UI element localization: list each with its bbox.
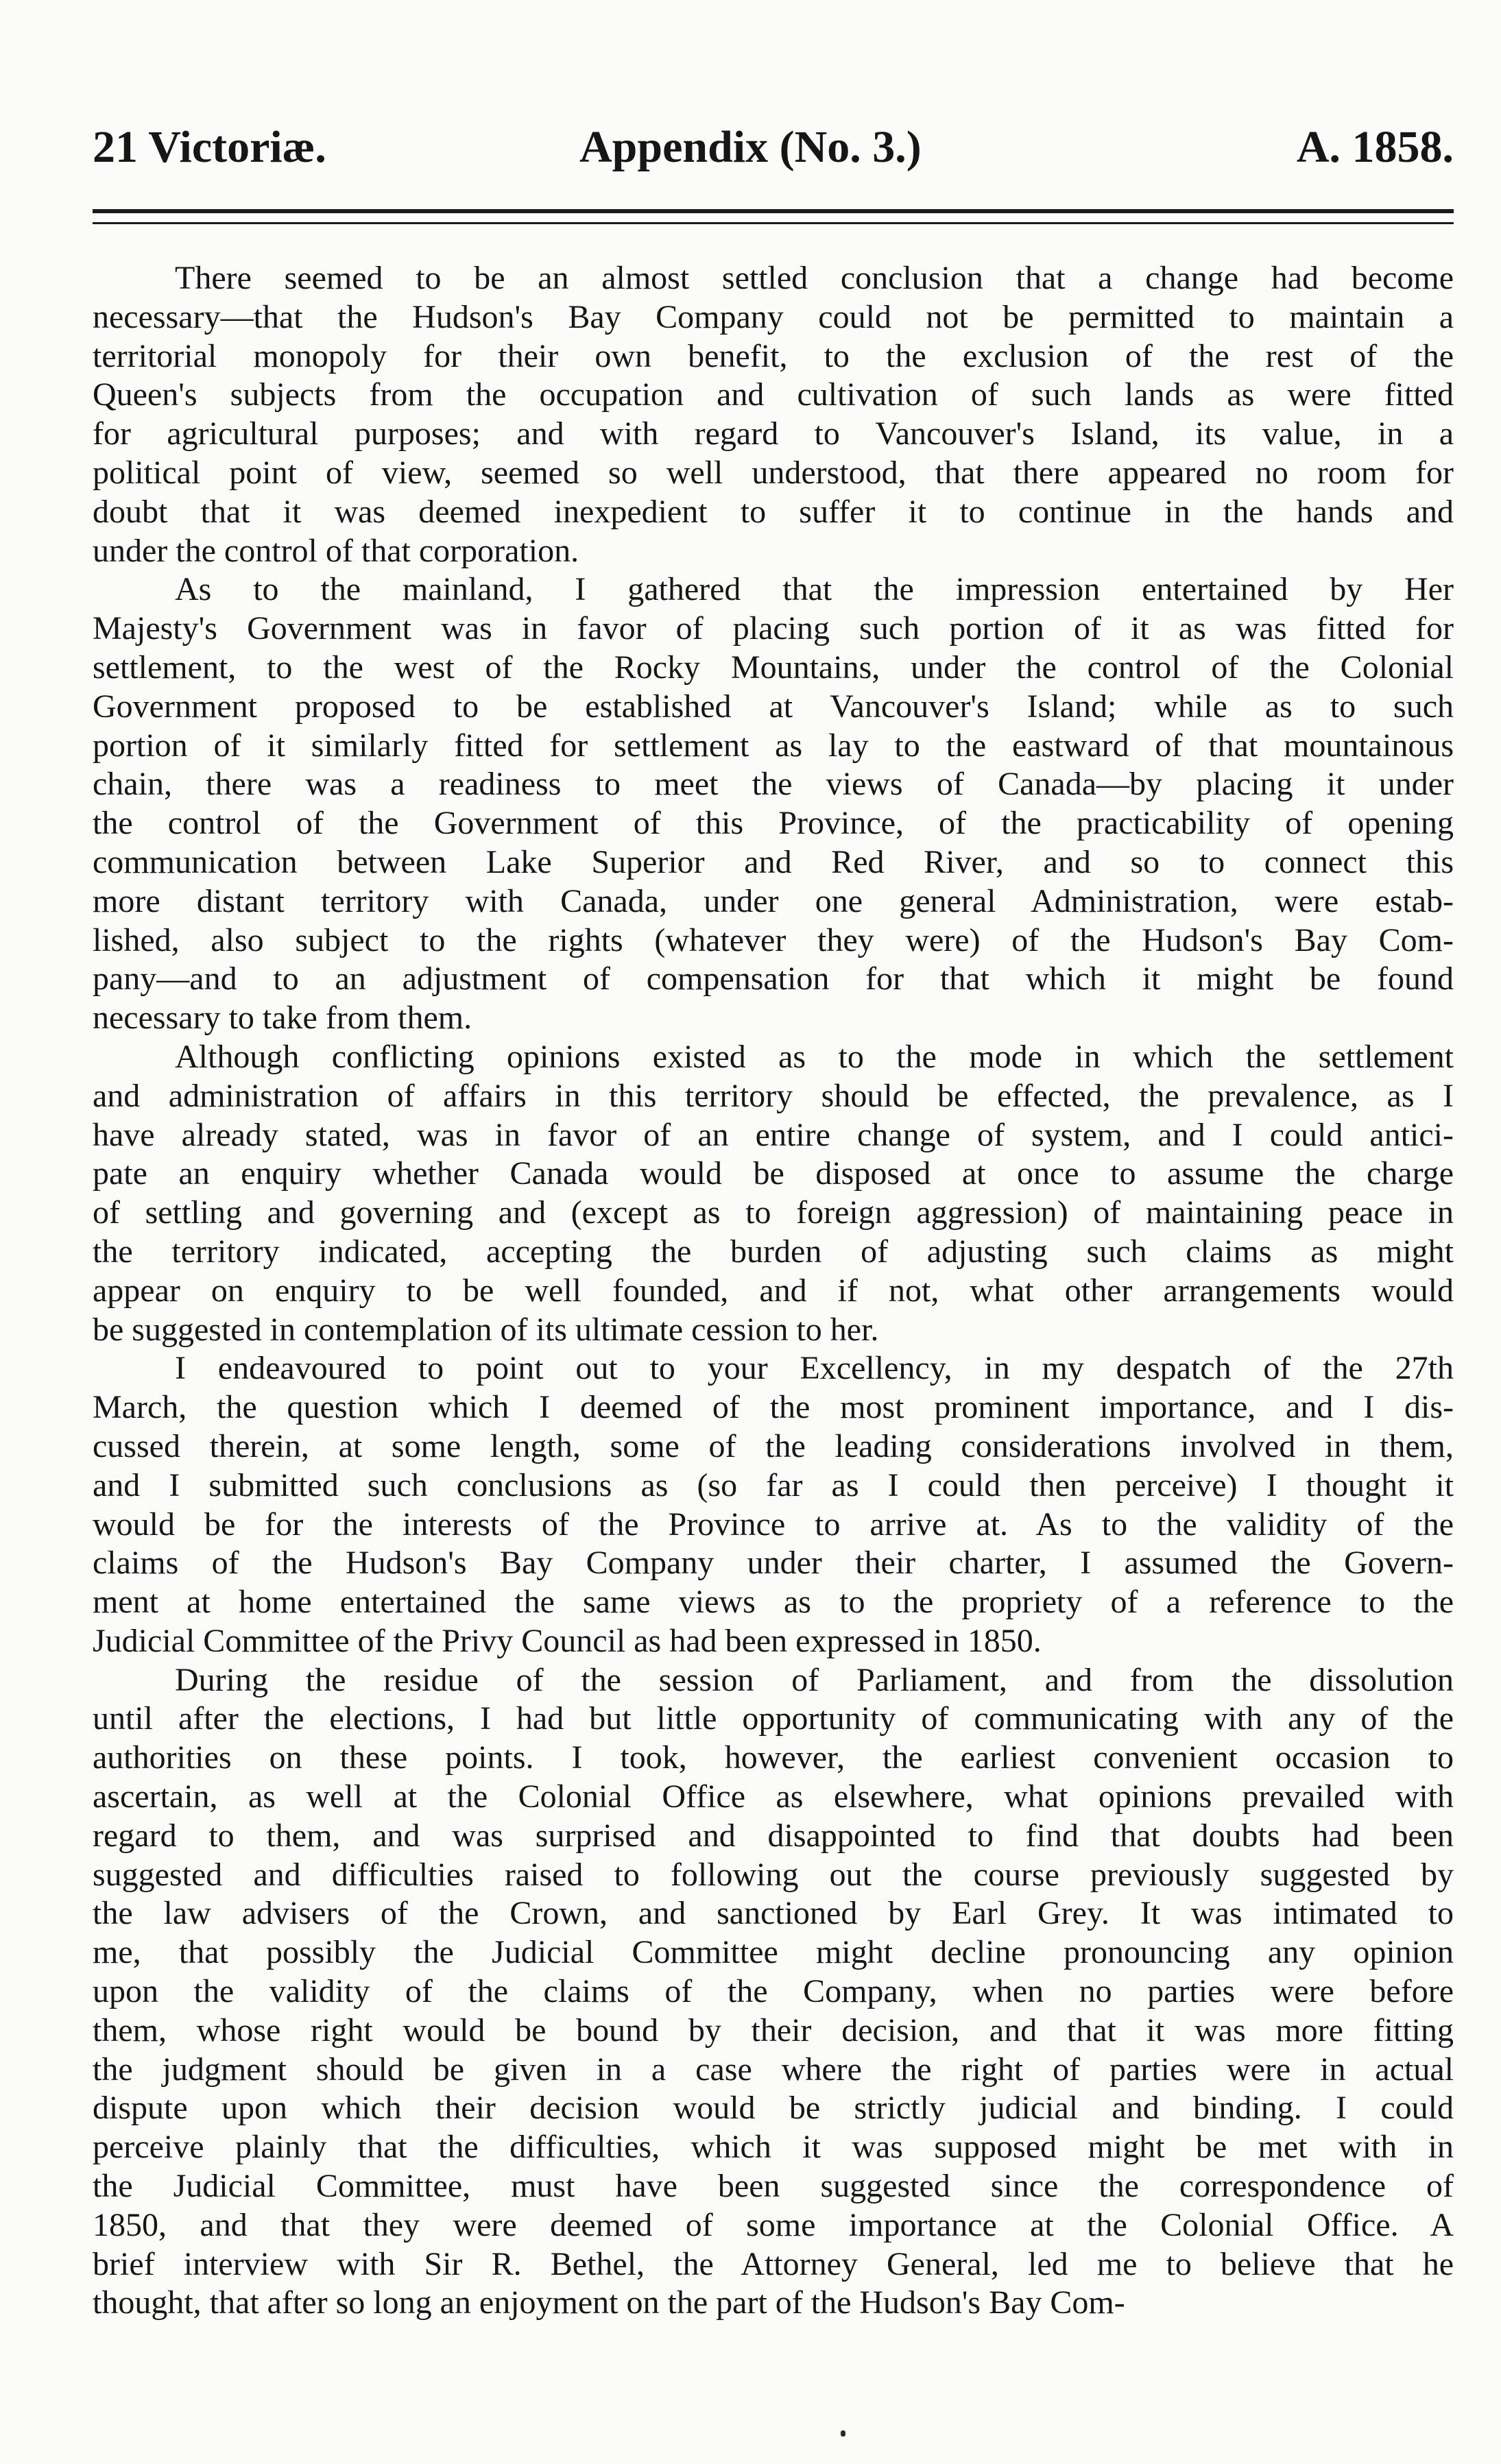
text-line: pate an enquiry whether Canada would be disposed at once to assume the charge	[93, 1155, 1454, 1192]
text-line: me, that possibly the Judicial Committee might decline pronouncing any opinion	[93, 1934, 1454, 1971]
text-line: perceive plainly that the difficulties, which it was supposed might be met with in	[93, 2129, 1454, 2166]
print-speck	[841, 2430, 845, 2437]
text-line: thought, that after so long an enjoyment on the part of the Hudson's Bay Com-	[93, 2284, 1125, 2321]
text-line: under the control of that corporation.	[93, 532, 579, 569]
paragraph	[93, 1349, 1454, 1660]
text-line: the law advisers of the Crown, and sanctioned by Earl Grey. It was intimated to	[93, 1895, 1454, 1932]
text-line: lished, also subject to the rights (whatever they were) of the Hudson's Bay Com-	[93, 921, 1454, 958]
text-line: and administration of affairs in this territory should be effected, the prevalence, as I	[93, 1077, 1454, 1114]
text-line: more distant territory with Canada, under one general Administration, were estab-	[93, 882, 1454, 919]
text-line: Majesty's Government was in favor of placing such portion of it as was fitted for	[93, 610, 1454, 647]
text-line: portion of it similarly fitted for settlement as lay to the eastward of that mountainous	[93, 727, 1454, 764]
paragraph	[93, 1661, 1454, 2323]
text-line: chain, there was a readiness to meet the views of Canada—by placing it under	[93, 766, 1454, 803]
text-line: regard to them, and was surprised and disappointed to find that doubts had been	[93, 1817, 1454, 1854]
text-line: the territory indicated, accepting the burden of adjusting such claims as might	[93, 1233, 1454, 1270]
header-rule-thick	[93, 209, 1454, 213]
text-line: During the residue of the session of Parliament, and from the dissolution	[175, 1661, 1454, 1698]
text-line: cussed therein, at some length, some of the leading considerations involved in them,	[93, 1427, 1454, 1464]
text-line: territorial monopoly for their own benefit, to the exclusion of the rest of the	[93, 337, 1454, 374]
text-line: There seemed to be an almost settled conclusion that a change had become	[175, 260, 1454, 296]
text-line: necessary—that the Hudson's Bay Company could not be permitted to maintain a	[93, 298, 1454, 335]
text-line: upon the validity of the claims of the Company, when no parties were before	[93, 1973, 1454, 2010]
text-line: them, whose right would be bound by their decision, and that it was more fitting	[93, 2012, 1454, 2049]
text-line: 1850, and that they were deemed of some importance at the Colonial Office. A	[93, 2206, 1454, 2243]
text-line: of settling and governing and (except as to foreign aggression) of maintaining peace in	[93, 1194, 1454, 1231]
text-line: would be for the interests of the Province to arrive at. As to the validity of the	[93, 1506, 1454, 1543]
text-line: March, the question which I deemed of the most prominent importance, and I dis-	[93, 1389, 1454, 1426]
text-line: communication between Lake Superior and Red River, and so to connect this	[93, 843, 1454, 880]
text-line: I endeavoured to point out to your Excellency, in my despatch of the 27th	[175, 1350, 1454, 1387]
text-line: necessary to take from them.	[93, 1000, 472, 1037]
text-line: claims of the Hudson's Bay Company under their charter, I assumed the Govern-	[93, 1545, 1454, 1582]
body-text	[93, 259, 1454, 2323]
paragraph	[93, 259, 1454, 570]
text-line: settlement, to the west of the Rocky Mountains, under the control of the Colonial	[93, 649, 1454, 686]
text-line: the control of the Government of this Province, of the practicability of opening	[93, 805, 1454, 842]
text-line: pany—and to an adjustment of compensation for that which it might be found	[93, 961, 1454, 998]
text-line: Although conflicting opinions existed as to the mode in which the settlement	[175, 1038, 1454, 1075]
text-line: Government proposed to be established at Vancouver's Island; while as to such	[93, 688, 1454, 725]
paragraph	[93, 570, 1454, 1038]
text-line: political point of view, seemed so well understood, that there appeared no room for	[93, 454, 1454, 491]
text-line: doubt that it was deemed inexpedient to suffer it to continue in the hands and	[93, 493, 1454, 530]
text-line: the Judicial Committee, must have been suggested since the correspondence of	[93, 2168, 1454, 2205]
text-line: the judgment should be given in a case where the right of parties were in actual	[93, 2051, 1454, 2088]
text-line: ascertain, as well at the Colonial Office as elsewhere, what opinions prevailed with	[93, 1778, 1454, 1815]
header-session-year: A. 1858.	[1296, 122, 1454, 172]
text-line: dispute upon which their decision would be strictly judicial and binding. I could	[93, 2090, 1454, 2127]
paragraph	[93, 1038, 1454, 1349]
text-line: until after the elections, I had but little opportunity of communicating with any of the	[93, 1700, 1454, 1737]
text-line: As to the mainland, I gathered that the impression entertained by Her	[175, 571, 1454, 608]
text-line: Queen's subjects from the occupation and cultivation of such lands as were fitted	[93, 376, 1454, 413]
running-header	[93, 117, 1454, 178]
header-regnal-year: 21 Victoriæ.	[93, 122, 326, 172]
text-line: for agricultural purposes; and with regard to Vancouver's Island, its value, in a	[93, 415, 1454, 452]
text-line: and I submitted such conclusions as (so far as I could then perceive) I thought it	[93, 1466, 1454, 1503]
text-line: Judicial Committee of the Privy Council as had been expressed in 1850.	[93, 1622, 1042, 1659]
header-appendix-title: Appendix (No. 3.)	[579, 122, 922, 172]
text-line: suggested and difficulties raised to following out the course previously suggested by	[93, 1856, 1454, 1893]
text-line: have already stated, was in favor of an entire change of system, and I could antici-	[93, 1116, 1454, 1153]
text-line: authorities on these points. I took, however, the earliest convenient occasion to	[93, 1739, 1454, 1776]
header-rule-thin	[93, 222, 1454, 224]
text-line: brief interview with Sir R. Bethel, the Attorney General, led me to believe that he	[93, 2245, 1454, 2282]
text-line: be suggested in contemplation of its ultimate cession to her.	[93, 1311, 879, 1348]
text-line: ment at home entertained the same views as to the propriety of a reference to the	[93, 1584, 1454, 1621]
text-line: appear on enquiry to be well founded, and if not, what other arrangements would	[93, 1272, 1454, 1309]
